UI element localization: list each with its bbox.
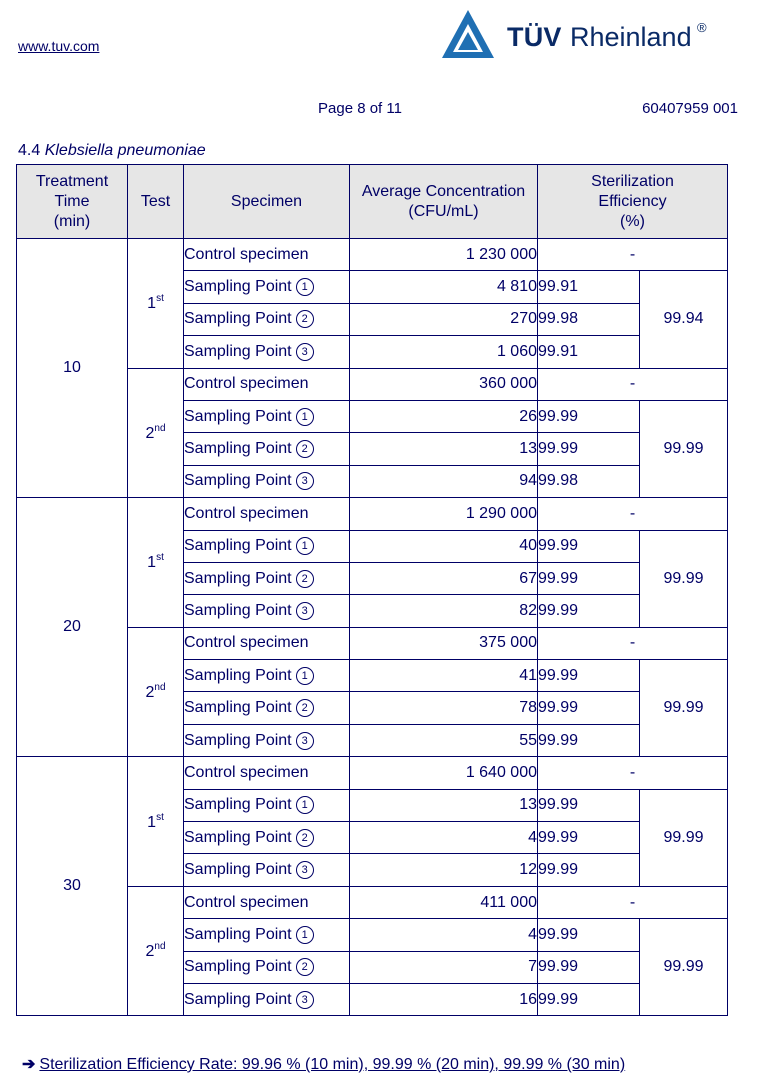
- specimen-cell: Control specimen: [184, 368, 350, 400]
- test-number: 2: [145, 943, 155, 961]
- specimen-cell: [184, 336, 350, 368]
- sampling-point-label: Sampling Point: [184, 828, 292, 846]
- efficiency-cell: 99.99: [538, 789, 640, 821]
- specimen-cell: [184, 919, 350, 951]
- specimen-cell: [184, 400, 350, 432]
- efficiency-cell: 99.99: [538, 562, 640, 594]
- specimen-cell: [184, 983, 350, 1015]
- test-ordinal-suffix: st: [156, 811, 164, 823]
- sampling-point-label: Sampling Point: [184, 278, 292, 296]
- section-heading: [18, 142, 206, 160]
- circled-number-icon: 1: [296, 796, 314, 814]
- test-number: 1: [147, 813, 157, 831]
- test-ordinal-suffix: nd: [154, 941, 166, 953]
- efficiency-cell: 99.99: [538, 400, 640, 432]
- combined-efficiency-cell: 99.99: [640, 789, 728, 886]
- tuv-rheinland-logo: [440, 8, 760, 63]
- specimen-cell: [184, 595, 350, 627]
- test-ordinal-suffix: nd: [154, 681, 166, 693]
- specimen-cell: Control specimen: [184, 239, 350, 271]
- circled-number-icon: 2: [296, 829, 314, 847]
- test-number-cell: [128, 627, 184, 757]
- specimen-cell: Control specimen: [184, 627, 350, 659]
- sampling-point-label: Sampling Point: [184, 537, 292, 555]
- test-number-cell: [128, 368, 184, 498]
- specimen-cell: [184, 822, 350, 854]
- sampling-point-label: Sampling Point: [184, 342, 292, 360]
- sampling-point-label: Sampling Point: [184, 569, 292, 587]
- combined-efficiency-cell: 99.99: [640, 660, 728, 757]
- specimen-cell: [184, 271, 350, 303]
- treatment-time-cell: 10: [17, 239, 128, 498]
- circled-number-icon: 2: [296, 570, 314, 588]
- specimen-cell: [184, 724, 350, 756]
- circled-number-icon: 1: [296, 278, 314, 296]
- concentration-cell: 41: [350, 660, 538, 692]
- table-header-row: [17, 165, 728, 239]
- sampling-point-label: Sampling Point: [184, 310, 292, 328]
- logo-text-tuv: TÜV: [507, 22, 562, 52]
- table-row: [17, 757, 728, 789]
- sampling-point-label: Sampling Point: [184, 407, 292, 425]
- sampling-point-label: Sampling Point: [184, 861, 292, 879]
- table-row: [17, 239, 728, 271]
- test-ordinal-suffix: st: [156, 293, 164, 305]
- combined-efficiency-cell: 99.99: [640, 530, 728, 627]
- header-treatment-time: Treatment Time (min): [17, 165, 128, 239]
- concentration-cell: 411 000: [350, 886, 538, 918]
- concentration-cell: 1 290 000: [350, 498, 538, 530]
- efficiency-cell: 99.99: [538, 724, 640, 756]
- specimen-cell: [184, 465, 350, 497]
- specimen-cell: Control specimen: [184, 498, 350, 530]
- concentration-cell: 270: [350, 303, 538, 335]
- header-specimen: Specimen: [184, 165, 350, 239]
- combined-efficiency-cell: 99.99: [640, 400, 728, 497]
- sampling-point-label: Sampling Point: [184, 925, 292, 943]
- test-number: 1: [147, 295, 157, 313]
- efficiency-cell: -: [538, 239, 728, 271]
- organism-name: Klebsiella pneumoniae: [44, 142, 206, 159]
- results-table: [16, 164, 728, 1016]
- circled-number-icon: 3: [296, 472, 314, 490]
- combined-efficiency-cell: 99.94: [640, 271, 728, 368]
- test-number: 1: [147, 554, 157, 572]
- specimen-cell: Control specimen: [184, 757, 350, 789]
- efficiency-cell: 99.91: [538, 336, 640, 368]
- registered-mark: ®: [697, 20, 707, 35]
- sampling-point-label: Sampling Point: [184, 601, 292, 619]
- table-row: [17, 498, 728, 530]
- circled-number-icon: 1: [296, 408, 314, 426]
- page-number: Page 8 of 11: [318, 100, 402, 117]
- efficiency-cell: -: [538, 886, 728, 918]
- test-number-cell: [128, 239, 184, 369]
- circled-number-icon: 3: [296, 732, 314, 750]
- test-number-cell: [128, 886, 184, 1016]
- concentration-cell: 67: [350, 562, 538, 594]
- circled-number-icon: 3: [296, 991, 314, 1009]
- sampling-point-label: Sampling Point: [184, 699, 292, 717]
- specimen-cell: [184, 692, 350, 724]
- sampling-point-label: Sampling Point: [184, 731, 292, 749]
- concentration-cell: 1 640 000: [350, 757, 538, 789]
- efficiency-cell: 99.99: [538, 822, 640, 854]
- concentration-cell: 1 060: [350, 336, 538, 368]
- concentration-cell: 94: [350, 465, 538, 497]
- efficiency-cell: 99.99: [538, 692, 640, 724]
- circled-number-icon: 1: [296, 926, 314, 944]
- specimen-cell: [184, 303, 350, 335]
- document-number: 60407959 001: [642, 100, 738, 117]
- efficiency-cell: -: [538, 757, 728, 789]
- summary-line: [22, 1054, 625, 1074]
- specimen-cell: [184, 951, 350, 983]
- concentration-cell: 13: [350, 433, 538, 465]
- specimen-cell: [184, 530, 350, 562]
- circled-number-icon: 2: [296, 699, 314, 717]
- circled-number-icon: 3: [296, 861, 314, 879]
- specimen-cell: [184, 660, 350, 692]
- concentration-cell: 1 230 000: [350, 239, 538, 271]
- specimen-cell: [184, 854, 350, 886]
- efficiency-cell: -: [538, 368, 728, 400]
- specimen-cell: [184, 433, 350, 465]
- efficiency-cell: 99.99: [538, 530, 640, 562]
- efficiency-cell: -: [538, 498, 728, 530]
- sampling-point-label: Sampling Point: [184, 990, 292, 1008]
- concentration-cell: 40: [350, 530, 538, 562]
- sampling-point-label: Sampling Point: [184, 958, 292, 976]
- test-number-cell: [128, 498, 184, 628]
- test-number-cell: [128, 757, 184, 887]
- test-ordinal-suffix: nd: [154, 422, 166, 434]
- circled-number-icon: 2: [296, 958, 314, 976]
- arrow-right-icon: ➔: [22, 1056, 36, 1073]
- efficiency-cell: 99.99: [538, 919, 640, 951]
- sampling-point-label: Sampling Point: [184, 472, 292, 490]
- treatment-time-cell: 20: [17, 498, 128, 757]
- triangle-logo-icon: [440, 8, 496, 60]
- efficiency-cell: 99.99: [538, 951, 640, 983]
- test-ordinal-suffix: st: [156, 552, 164, 564]
- concentration-cell: 78: [350, 692, 538, 724]
- combined-efficiency-cell: 99.99: [640, 919, 728, 1016]
- efficiency-cell: 99.91: [538, 271, 640, 303]
- concentration-cell: 12: [350, 854, 538, 886]
- circled-number-icon: 2: [296, 310, 314, 328]
- concentration-cell: 4: [350, 822, 538, 854]
- efficiency-cell: 99.99: [538, 595, 640, 627]
- concentration-cell: 16: [350, 983, 538, 1015]
- header-concentration: Average Concentration (CFU/mL): [350, 165, 538, 239]
- circled-number-icon: 2: [296, 440, 314, 458]
- header-efficiency: Sterilization Efficiency (%): [538, 165, 728, 239]
- concentration-cell: 7: [350, 951, 538, 983]
- sampling-point-label: Sampling Point: [184, 666, 292, 684]
- efficiency-cell: 99.99: [538, 983, 640, 1015]
- circled-number-icon: 1: [296, 667, 314, 685]
- test-number: 2: [145, 424, 155, 442]
- logo-text-rheinland: Rheinland: [570, 22, 692, 52]
- sampling-point-label: Sampling Point: [184, 796, 292, 814]
- efficiency-cell: 99.99: [538, 660, 640, 692]
- concentration-cell: 82: [350, 595, 538, 627]
- specimen-cell: [184, 562, 350, 594]
- treatment-time-cell: 30: [17, 757, 128, 1016]
- efficiency-cell: 99.98: [538, 465, 640, 497]
- concentration-cell: 13: [350, 789, 538, 821]
- concentration-cell: 360 000: [350, 368, 538, 400]
- circled-number-icon: 3: [296, 602, 314, 620]
- efficiency-cell: 99.99: [538, 854, 640, 886]
- circled-number-icon: 1: [296, 537, 314, 555]
- specimen-cell: Control specimen: [184, 886, 350, 918]
- concentration-cell: 4 810: [350, 271, 538, 303]
- section-number: 4.4: [18, 142, 41, 159]
- header-test: Test: [128, 165, 184, 239]
- concentration-cell: 375 000: [350, 627, 538, 659]
- circled-number-icon: 3: [296, 343, 314, 361]
- efficiency-cell: 99.98: [538, 303, 640, 335]
- sampling-point-label: Sampling Point: [184, 440, 292, 458]
- efficiency-cell: -: [538, 627, 728, 659]
- concentration-cell: 55: [350, 724, 538, 756]
- test-number: 2: [145, 683, 155, 701]
- concentration-cell: 4: [350, 919, 538, 951]
- concentration-cell: 26: [350, 400, 538, 432]
- specimen-cell: [184, 789, 350, 821]
- website-link[interactable]: www.tuv.com: [18, 38, 100, 54]
- efficiency-cell: 99.99: [538, 433, 640, 465]
- summary-text: Sterilization Efficiency Rate: 99.96 % (10 min), 99.99 % (20 min), 99.99 % (30 min): [39, 1056, 626, 1073]
